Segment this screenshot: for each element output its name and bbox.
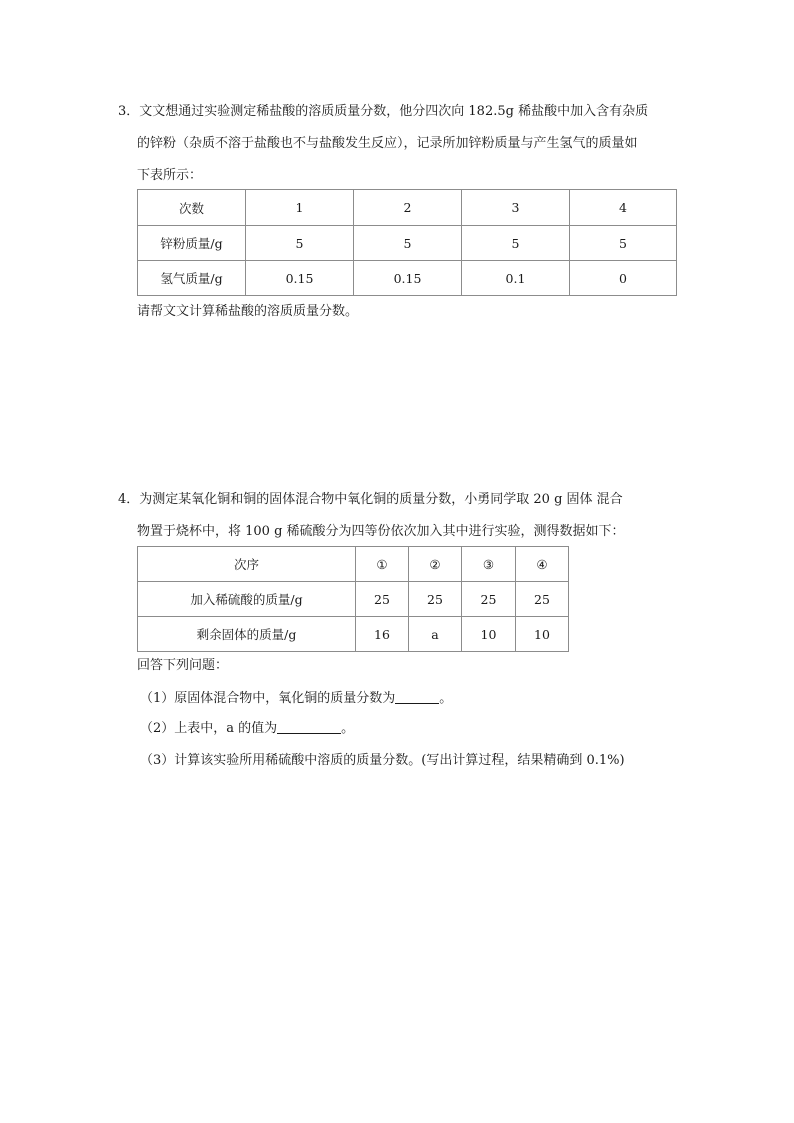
- q4-line-2: 物置于烧杯中，将 100 g 稀硫酸分为四等份依次加入其中进行实验，测得数据如下：: [137, 524, 625, 539]
- table-row: [138, 190, 677, 226]
- table-cell: 0.15: [354, 261, 462, 296]
- q3-prompt: 请帮文文计算稀盐酸的溶质质量分数。: [137, 304, 359, 319]
- table-cell: 剩余固体的质量/g: [138, 617, 356, 652]
- table-cell: 25: [462, 582, 516, 617]
- q4-sub-question-3: （3）计算该实验所用稀硫酸中溶质的质量分数。(写出计算过程，结果精确到 0.1%): [140, 753, 625, 768]
- table-cell: 加入稀硫酸的质量/g: [138, 582, 356, 617]
- table-cell: 0.15: [246, 261, 354, 296]
- q4-line-1: 4．为测定某氧化铜和铜的固体混合物中氧化铜的质量分数，小勇同学取 20 g 固体 混合: [118, 492, 623, 507]
- table-cell: 1: [246, 190, 354, 226]
- q3-line-2: 的锌粉（杂质不溶于盐酸也不与盐酸发生反应），记录所加锌粉质量与产生氢气的质量如: [137, 136, 638, 151]
- table-cell: 10: [462, 617, 516, 652]
- table-cell: 10: [516, 617, 569, 652]
- answer-blank[interactable]: [277, 719, 341, 734]
- sub-question-text: （2）上表中，a 的值为: [140, 721, 278, 736]
- table-cell: 0.1: [462, 261, 570, 296]
- table-cell: 25: [516, 582, 569, 617]
- q4-sub-question-2: [140, 719, 354, 739]
- answer-blank[interactable]: [395, 689, 439, 704]
- table-row: [138, 226, 677, 261]
- sub-question-text: （1）原固体混合物中，氧化铜的质量分数为: [140, 691, 396, 706]
- q3-data-table: [137, 189, 677, 296]
- table-cell: 5: [462, 226, 570, 261]
- table-cell: 25: [409, 582, 462, 617]
- table-cell: ④: [516, 547, 569, 582]
- table-cell: 3: [462, 190, 570, 226]
- table-cell: 5: [570, 226, 677, 261]
- q3-line-3: 下表所示：: [137, 168, 203, 183]
- sub-question-end: 。: [439, 691, 453, 706]
- table-row: [138, 261, 677, 296]
- table-cell: 16: [356, 617, 409, 652]
- q3-line-1: 3．文文想通过实验测定稀盐酸的溶质质量分数，他分四次向 182.5g 稀盐酸中加入含有杂质: [118, 104, 649, 119]
- table-cell: 5: [354, 226, 462, 261]
- table-row: [138, 582, 569, 617]
- table-cell: 氢气质量/g: [138, 261, 246, 296]
- table-cell: 次数: [138, 190, 246, 226]
- q4-sub-question-1: [140, 689, 452, 709]
- table-cell: 25: [356, 582, 409, 617]
- sub-question-end: 。: [341, 721, 355, 736]
- table-cell: ②: [409, 547, 462, 582]
- table-cell: 5: [246, 226, 354, 261]
- table-row: [138, 547, 569, 582]
- table-cell: 0: [570, 261, 677, 296]
- q4-answer-intro: 回答下列问题：: [137, 658, 229, 673]
- table-cell: 锌粉质量/g: [138, 226, 246, 261]
- table-row: [138, 617, 569, 652]
- table-cell: ③: [462, 547, 516, 582]
- table-cell: 4: [570, 190, 677, 226]
- table-cell: ①: [356, 547, 409, 582]
- q4-data-table: [137, 546, 569, 652]
- table-cell: a: [409, 617, 462, 652]
- table-cell: 2: [354, 190, 462, 226]
- table-cell: 次序: [138, 547, 356, 582]
